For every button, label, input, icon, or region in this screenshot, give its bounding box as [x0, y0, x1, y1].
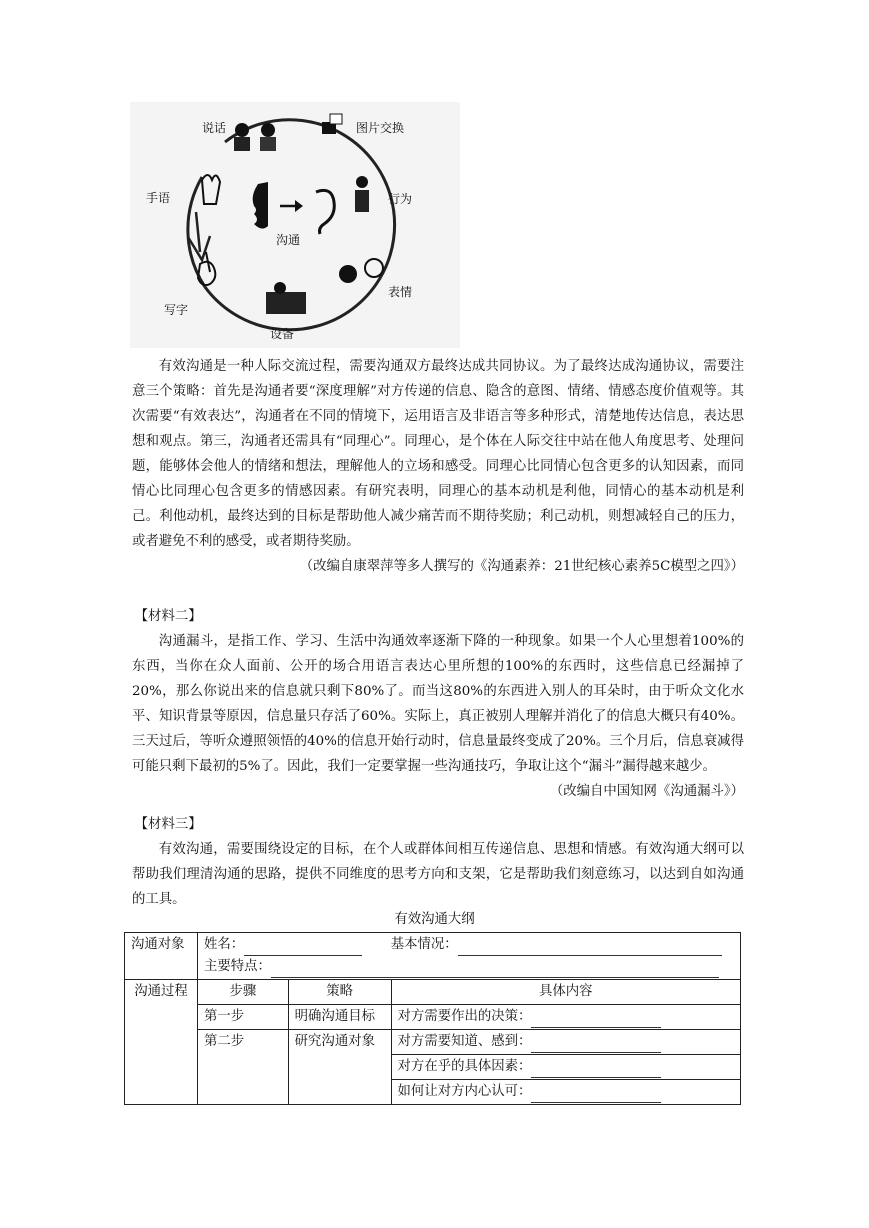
material2-source: （改编自中国知网《沟通漏斗》）	[549, 784, 744, 799]
material2-paragraph: 沟通漏斗，是指工作、学习、生活中沟通效率逐渐下降的一种现象。如果一个人心里想着100%的东西，当你在众人面前、公开的场合用语言表达心里所想的100%的东西时，这些信息已经漏掉了20%，那么你说出来的信息就只剩下80%了。而当这80%的东西进入别人的耳朵时，由于听众文化水平、知识背景等原因，信息量只存活了60%。实际上，真正被别人理解并消化了的信息大概只有40%。三天过后，等听众遵照领悟的40%的信息开始行动时，信息量最终变成了20%。三个月后，信息衰减得可能只剩下最初的5%了。因此，我们一定要掌握一些沟通技巧，争取让这个“漏斗”漏得越来越少。	[132, 634, 744, 774]
content1-blank[interactable]	[531, 1011, 661, 1028]
content2b-cell	[391, 1055, 740, 1080]
step1-cell: 第一步	[198, 1005, 289, 1030]
content2c-cell	[391, 1080, 740, 1105]
name-label: 姓名：	[204, 937, 245, 952]
node-label-writing: 写字	[164, 303, 189, 317]
process-label-cell	[125, 980, 198, 1105]
behavior-icon	[355, 176, 369, 212]
strategy2-cell: 研究沟通对象	[288, 1030, 391, 1105]
communication-outline-table	[124, 932, 741, 1105]
table-row	[125, 1030, 741, 1055]
object-info-cell	[198, 933, 741, 980]
material3-heading: 【材料三】	[134, 817, 202, 832]
features-label: 主要特点：	[204, 959, 271, 974]
node-label-expression: 表情	[388, 285, 413, 299]
name-blank[interactable]	[244, 939, 362, 956]
node-label-speech: 说话	[202, 121, 227, 135]
content2c-blank[interactable]	[531, 1086, 661, 1103]
col-content-header: 具体内容	[391, 980, 740, 1005]
basic-info-blank[interactable]	[458, 939, 722, 956]
communication-cycle-diagram	[130, 102, 460, 348]
material2-section	[132, 604, 744, 804]
basic-info-label: 基本情况：	[390, 937, 458, 952]
features-blank[interactable]	[271, 961, 719, 978]
process-label: 沟通过程	[134, 984, 188, 999]
node-label-device: 设备	[270, 327, 295, 341]
material1-source: （改编自康翠萍等多人撰写的《沟通素养：21世纪核心素养5C模型之四》）	[299, 559, 744, 574]
table-row	[125, 1005, 741, 1030]
material3-section	[132, 812, 744, 912]
content2b-blank[interactable]	[531, 1061, 661, 1078]
object-label-cell	[125, 933, 198, 980]
communication-cycle-figure	[130, 102, 460, 348]
material1-section	[132, 354, 744, 579]
node-label-behavior: 行为	[388, 192, 413, 206]
figure-center-label: 沟通	[276, 233, 301, 247]
content2c-label: 如何让对方内心认可：	[397, 1084, 532, 1099]
node-label-sign: 手语	[146, 191, 171, 205]
content2a-cell	[391, 1030, 740, 1055]
content1-label: 对方需要作出的决策：	[397, 1009, 532, 1024]
content2a-blank[interactable]	[531, 1036, 661, 1053]
table-row	[125, 980, 741, 1005]
node-label-picture: 图片交换	[356, 121, 405, 135]
content1-cell	[391, 1005, 740, 1030]
outline-table-title: 有效沟通大纲	[394, 912, 475, 927]
content2a-label: 对方需要知道、感到：	[397, 1034, 532, 1049]
content2b-label: 对方在乎的具体因素：	[397, 1059, 532, 1074]
table-row	[125, 933, 741, 980]
col-step-header: 步骤	[198, 980, 289, 1005]
material3-paragraph: 有效沟通，需要围绕设定的目标，在个人或群体间相互传递信息、思想和情感。有效沟通大纲可以帮助我们理清沟通的思路，提供不同维度的思考方向和支架，它是帮助我们刻意练习，以达到自如沟通的工具。	[132, 842, 744, 907]
strategy1-cell: 明确沟通目标	[288, 1005, 391, 1030]
material1-paragraph: 有效沟通是一种人际交流过程，需要沟通双方最终达成共同协议。为了最终达成沟通协议，需要注意三个策略：首先是沟通者要“深度理解”对方传递的信息、隐含的意图、情绪、情感态度价值观等。其次需要“有效表达”，沟通者在不同的情境下，运用语言及非语言等多种形式，清楚地传达信息，表达思想和观点。第三，沟通者还需具有“同理心”。同理心，是个体在人际交往中站在他人角度思考、处理问题，能够体会他人的情绪和想法，理解他人的立场和感受。同理心比同情心包含更多的认知因素，而同情心比同理心包含更多的情感因素。有研究表明，同理心的基本动机是利他，同情心的基本动机是利己。利他动机，最终达到的目标是帮助他人减少痛苦而不期待奖励；利己动机，则想减轻自己的压力，或者避免不利的感受，或者期待奖励。	[132, 359, 744, 549]
object-label: 沟通对象	[131, 937, 185, 952]
material2-heading: 【材料二】	[134, 609, 202, 624]
step2-cell: 第二步	[198, 1030, 289, 1105]
col-strategy-header: 策略	[288, 980, 391, 1005]
